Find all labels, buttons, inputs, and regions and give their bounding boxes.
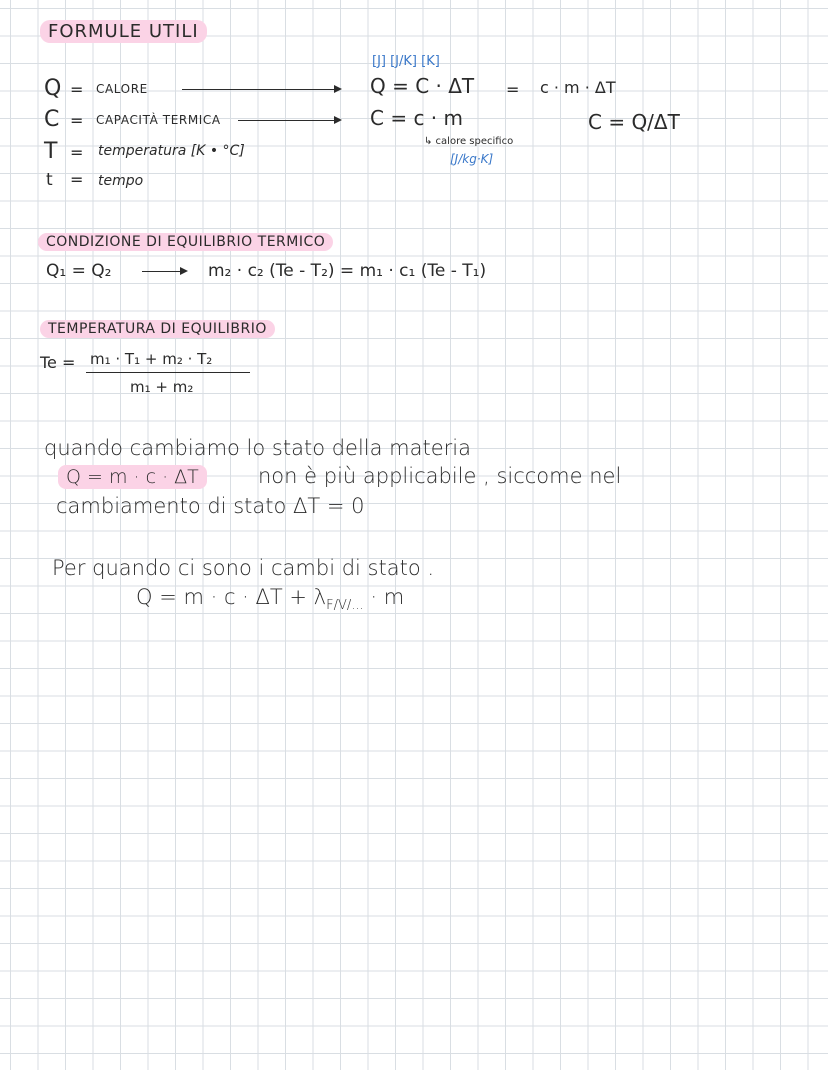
arrow-equilibrium bbox=[142, 271, 186, 272]
note-2-line-1: Per quando ci sono i cambi di stato . bbox=[52, 556, 435, 580]
te-denominator: m₁ + m₂ bbox=[130, 378, 194, 396]
note-1-formula: Q = m · c · ΔT bbox=[58, 465, 207, 489]
equilibrium-right: m₂ · c₂ (Te - T₂) = m₁ · c₁ (Te - T₁) bbox=[208, 261, 487, 281]
note-1-line-3: cambiamento di stato ΔT = 0 bbox=[56, 494, 365, 518]
arrow-q bbox=[182, 89, 340, 90]
def-q-eq: = bbox=[70, 80, 84, 99]
note-specific-heat: ↳ calore specifico bbox=[424, 136, 514, 147]
note-2-formula-subscript: F/V/... bbox=[326, 598, 364, 614]
def-c-label: CAPACITÀ TERMICA bbox=[96, 113, 221, 127]
te-label: Te = bbox=[40, 353, 76, 372]
note-2-formula-main: Q = m · c · ΔT + λ bbox=[136, 585, 327, 609]
def-q-symbol: Q bbox=[44, 76, 62, 101]
formula-q: Q = C · ΔT bbox=[370, 74, 475, 98]
te-fraction-line bbox=[86, 372, 250, 373]
def-time-eq: = bbox=[70, 170, 84, 189]
def-q-label: CALORE bbox=[96, 82, 148, 96]
def-c-symbol: C bbox=[44, 107, 60, 132]
note-1-line-2: non è più applicabile , siccome nel bbox=[258, 464, 622, 488]
page-title: FORMULE UTILI bbox=[40, 20, 207, 43]
note-1-line-1: quando cambiamo lo stato della materia bbox=[44, 436, 471, 460]
te-numerator: m₁ · T₁ + m₂ · T₂ bbox=[90, 350, 213, 368]
def-temp-eq: = bbox=[70, 143, 84, 162]
formula-q-equals: = bbox=[506, 80, 520, 99]
def-c-eq: = bbox=[70, 111, 84, 130]
equilibrium-left: Q₁ = Q₂ bbox=[46, 261, 112, 281]
formula-c-alt: C = Q/ΔT bbox=[588, 110, 680, 134]
arrow-c bbox=[238, 120, 340, 121]
section-equilibrium-title: CONDIZIONE DI EQUILIBRIO TERMICO bbox=[38, 233, 333, 251]
formula-c: C = c · m bbox=[370, 106, 463, 130]
note-2-formula-tail: · m bbox=[363, 585, 405, 609]
formula-q-alt: c · m · ΔT bbox=[540, 78, 616, 97]
note-specific-units: [J/kg·K] bbox=[450, 152, 494, 166]
note-2-formula bbox=[136, 585, 404, 613]
units-top: [J] [J/K] [K] bbox=[372, 54, 440, 69]
def-temp-symbol: T bbox=[44, 139, 58, 164]
section-temperature-title: TEMPERATURA DI EQUILIBRIO bbox=[40, 320, 275, 338]
def-time-symbol: t bbox=[46, 170, 53, 190]
def-time-label: tempo bbox=[98, 173, 144, 189]
def-temp-label: temperatura [K • °C] bbox=[98, 143, 245, 159]
